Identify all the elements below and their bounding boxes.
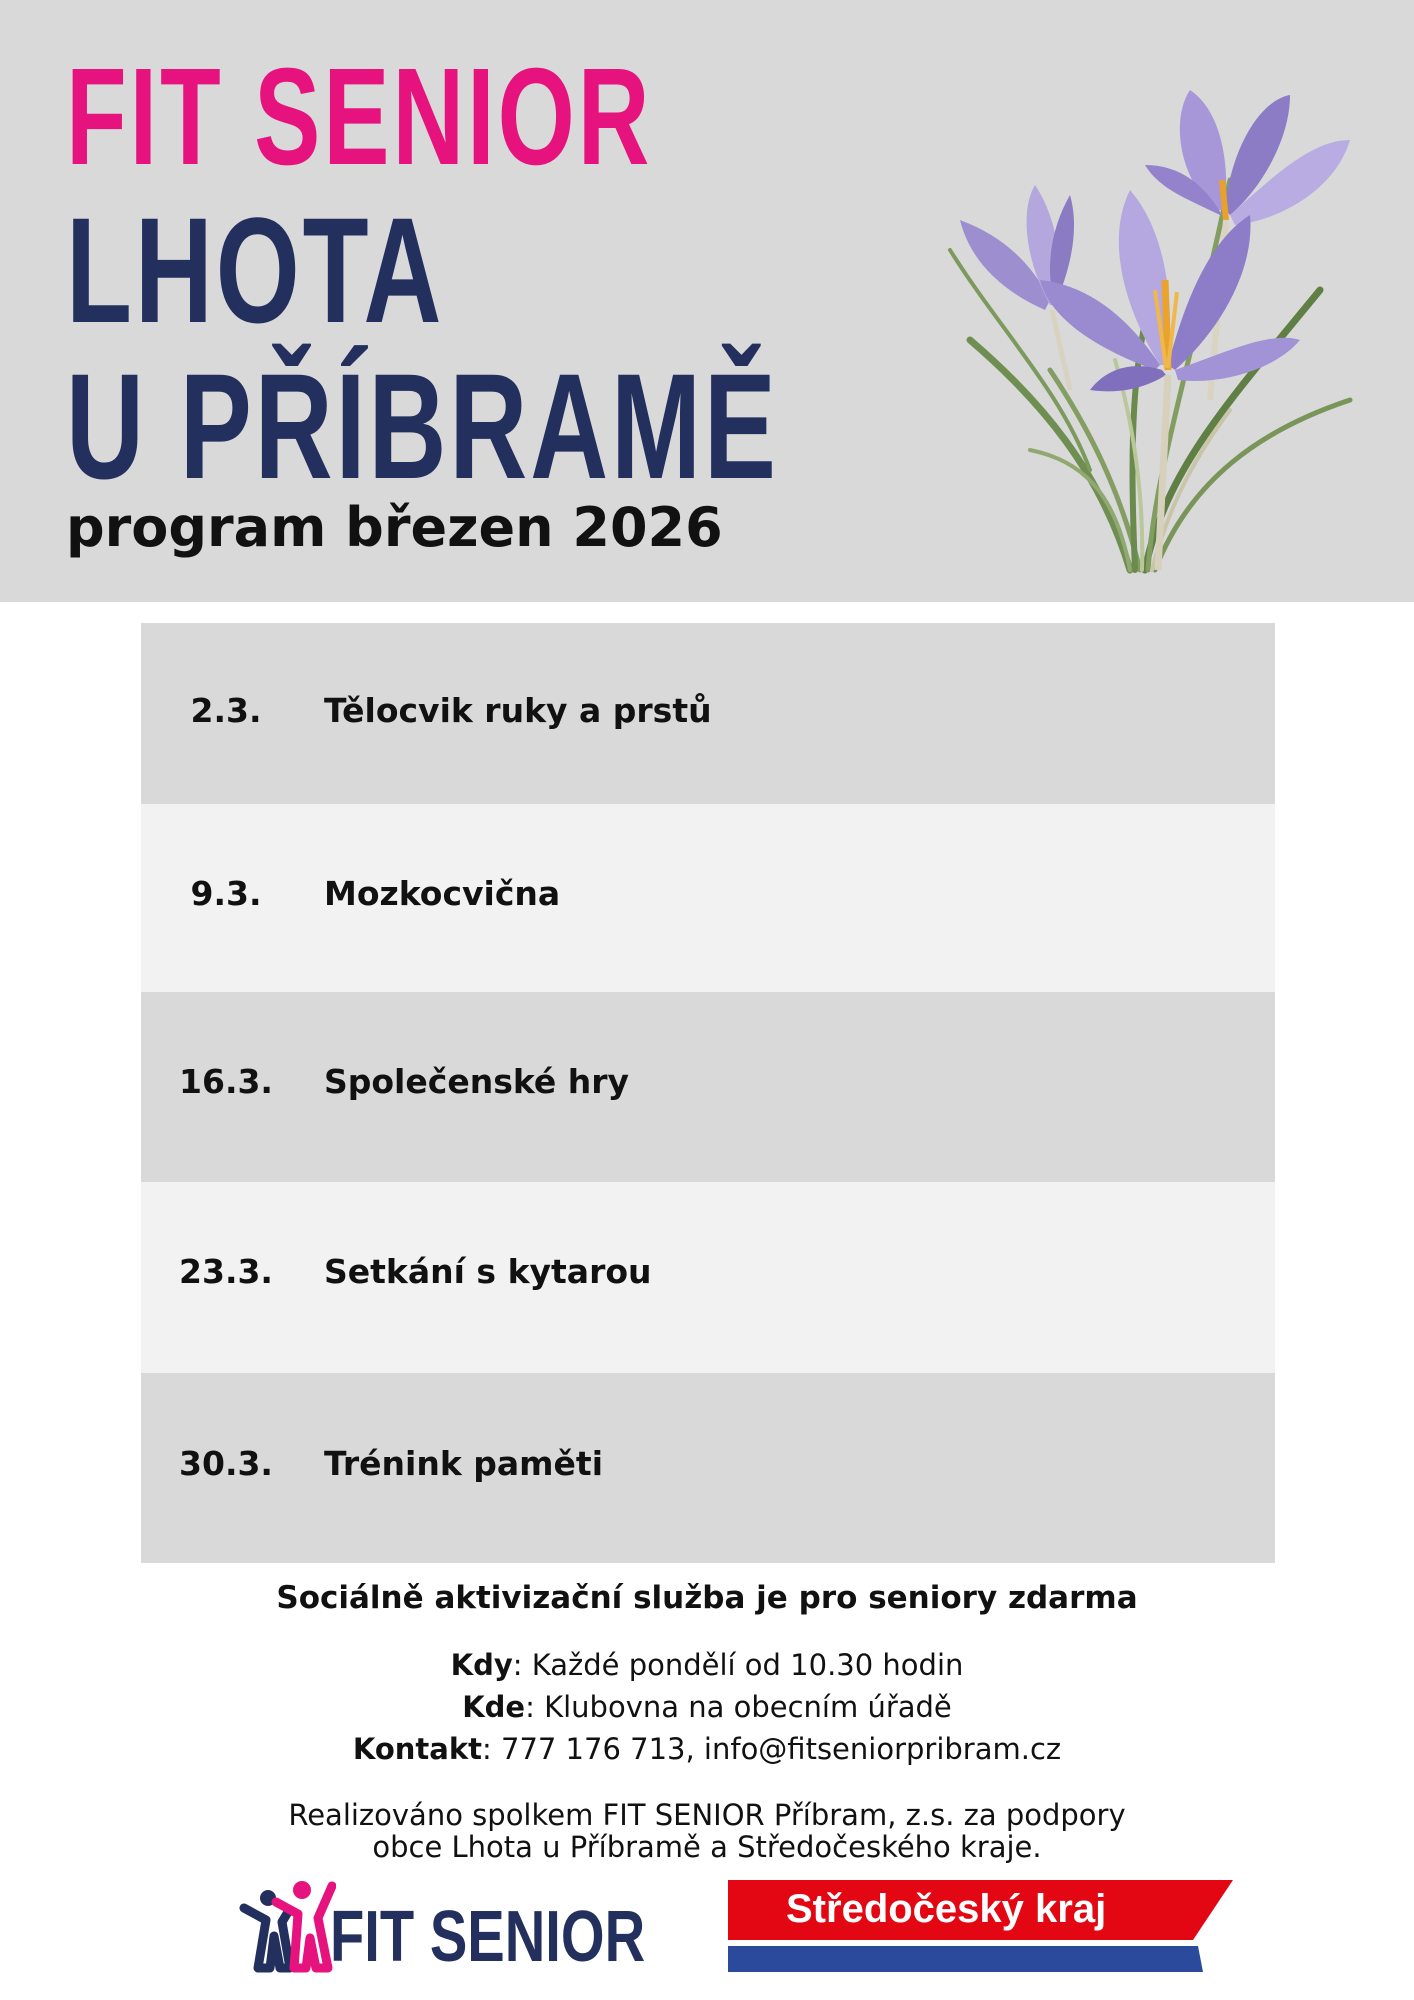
where-value: : Klubovna na obecním úřadě [525, 1690, 952, 1724]
where-line [0, 1690, 1414, 1724]
header-banner [0, 0, 1414, 602]
title-fit-senior: FIT SENIOR [66, 40, 653, 194]
title-lhota: LHOTA [66, 186, 445, 354]
contact-value: : 777 176 713, info@fitseniorpribram.cz [482, 1732, 1062, 1766]
free-service-note: Sociálně aktivizační služba je pro seniory zdarma [276, 1580, 1138, 1616]
schedule-row [141, 1373, 1275, 1563]
schedule-date: 23.3. [179, 1252, 273, 1291]
schedule-date: 9.3. [190, 874, 262, 913]
contact-label: Kontakt [352, 1732, 482, 1766]
stredocesky-kraj-logo [728, 1880, 1233, 1972]
schedule-activity: Mozkocvična [324, 874, 561, 913]
schedule-row [141, 804, 1275, 992]
schedule-row [141, 992, 1275, 1182]
contact-line [0, 1732, 1414, 1766]
credit-line-2: obce Lhota u Příbramě a Středočeského kraje. [372, 1830, 1042, 1864]
schedule-table [141, 623, 1275, 1563]
program-subtitle: program březen 2026 [66, 496, 723, 559]
kraj-logo-text: Středočeský kraj [786, 1887, 1107, 1931]
schedule-activity: Trénink paměti [324, 1444, 604, 1483]
where-label: Kde [462, 1690, 526, 1724]
schedule-activity: Společenské hry [324, 1062, 630, 1101]
schedule-activity: Setkání s kytarou [324, 1252, 652, 1291]
schedule-date: 16.3. [179, 1062, 273, 1101]
title-u-pribrame: U PŘÍBRAMĚ [66, 342, 779, 510]
when-label: Kdy [450, 1648, 513, 1682]
when-value: : Každé pondělí od 10.30 hodin [512, 1648, 964, 1682]
credit-line-1: Realizováno spolkem FIT SENIOR Příbram, z.s. za podpory [288, 1798, 1126, 1832]
fit-senior-figures-icon [236, 1878, 336, 1974]
fit-senior-logo-text: FIT SENIOR [330, 1897, 646, 1977]
schedule-date: 30.3. [179, 1444, 273, 1483]
schedule-row [141, 1182, 1275, 1373]
schedule-date: 2.3. [190, 691, 262, 730]
crocus-flower-illustration [930, 70, 1370, 580]
schedule-row [141, 623, 1275, 804]
fit-senior-logo [236, 1876, 646, 1977]
schedule-activity: Tělocvik ruky a prstů [324, 691, 712, 730]
when-line [0, 1648, 1414, 1682]
